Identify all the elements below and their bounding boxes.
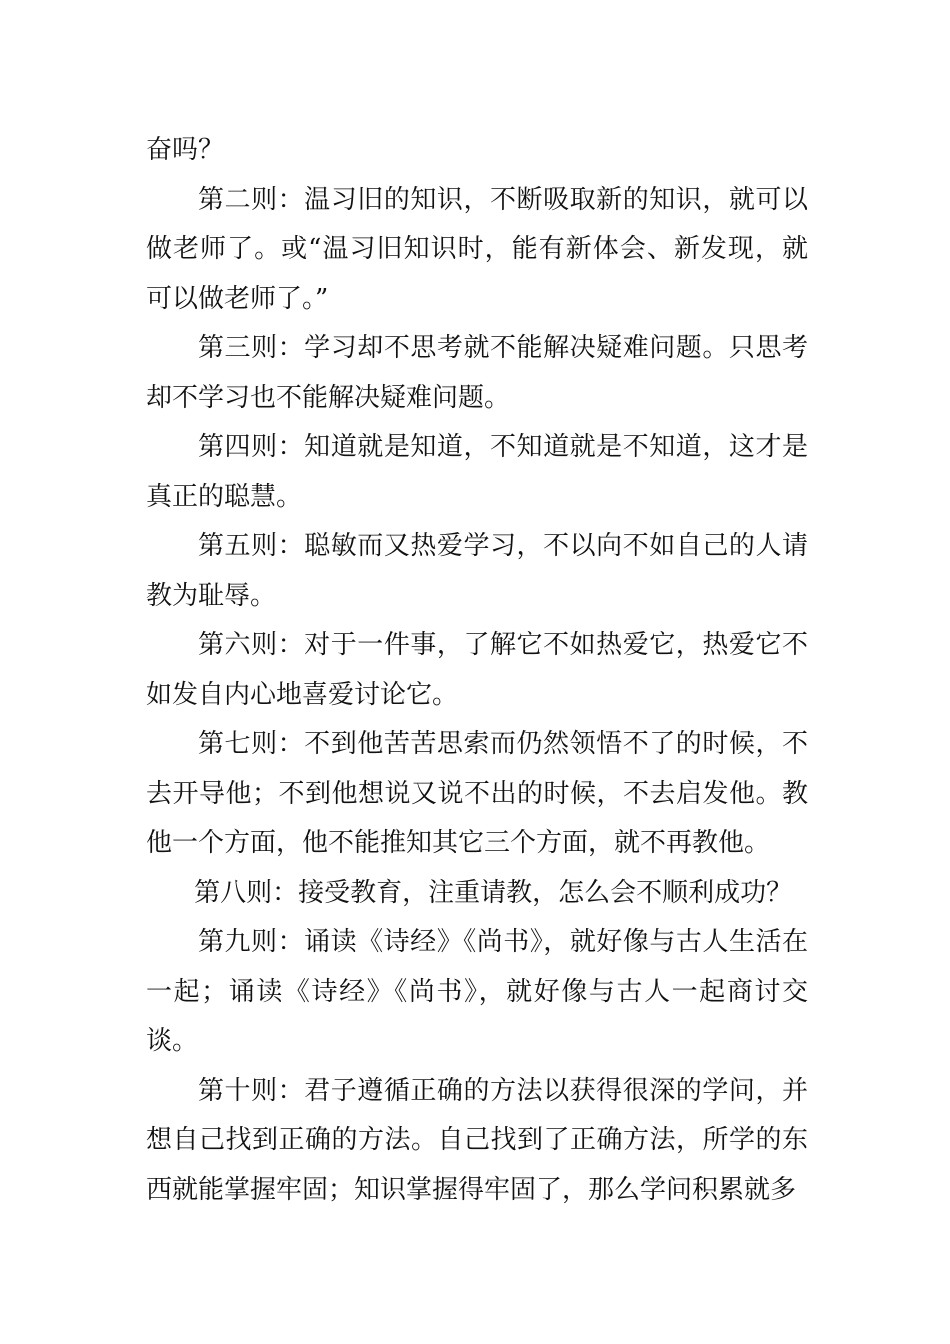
- paragraph-rule-2: 第二则：温习旧的知识，不断吸取新的知识，就可以做老师了。或“温习旧知识时，能有新体会、新发现，就可以做老师了。”: [146, 184, 808, 314]
- paragraph-rule-8: 第八则：接受教育，注重请教，怎么会不顺利成功？: [194, 877, 793, 908]
- paragraph-rule-5: 第五则：聪敏而又热爱学习，不以向不如自己的人请教为耻辱。: [146, 531, 808, 611]
- paragraph-rule-10: 第十则：君子遵循正确的方法以获得很深的学问，并想自己找到正确的方法。自己找到了正确方法，所学的东西就能掌握牢固；知识掌握得牢固了，那么学问积累就多: [146, 1075, 808, 1205]
- paragraph-continuation: 奋吗？: [146, 135, 225, 165]
- paragraph-rule-6: 第六则：对于一件事，了解它不如热爱它，热爱它不如发自内心地喜爱讨论它。: [146, 630, 808, 710]
- document-body: [146, 126, 808, 1215]
- paragraph-rule-4: 第四则：知道就是知道，不知道就是不知道，这才是真正的聪慧。: [146, 432, 808, 512]
- paragraph-rule-3: 第三则：学习却不思考就不能解决疑难问题。只思考却不学习也不能解决疑难问题。: [146, 333, 808, 413]
- paragraph-rule-7: 第七则：不到他苦苦思索而仍然领悟不了的时候，不去开导他；不到他想说又说不出的时候，不去启发他。教他一个方面，他不能推知其它三个方面，就不再教他。: [146, 729, 808, 858]
- paragraph-rule-9: 第九则：诵读《诗经》《尚书》，就好像与古人生活在一起；诵读《诗经》《尚书》，就好像与古人一起商讨交谈。: [146, 927, 808, 1056]
